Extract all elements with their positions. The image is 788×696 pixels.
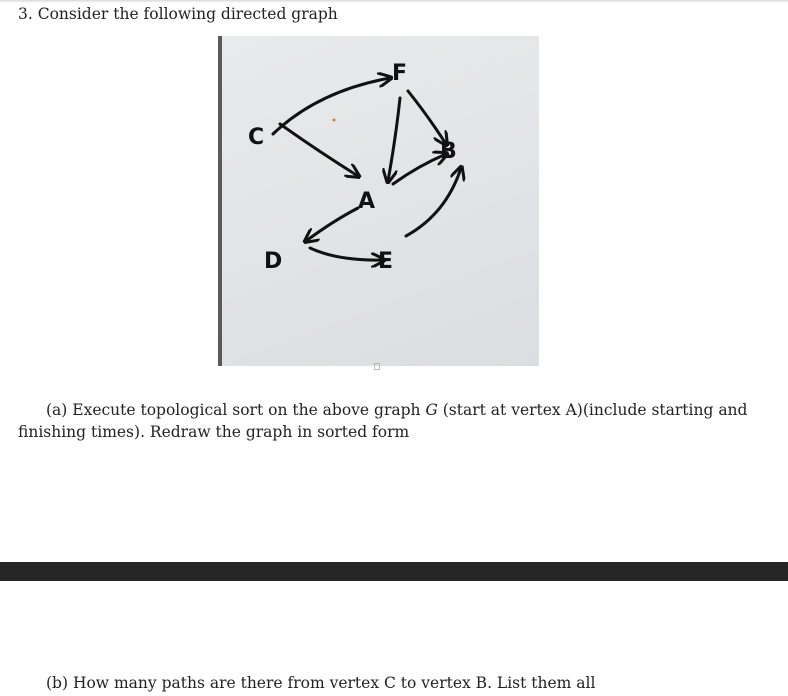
top-edge-shadow bbox=[0, 0, 788, 3]
question-heading: 3. Consider the following directed graph bbox=[18, 5, 338, 23]
part-a-text-before: (a) Execute topological sort on the above graph bbox=[46, 401, 426, 419]
edge-f-b bbox=[408, 91, 446, 144]
node-a: A bbox=[358, 189, 376, 214]
edge-e-b bbox=[406, 168, 461, 236]
photo-speck bbox=[333, 119, 336, 122]
graph-photo bbox=[218, 36, 539, 366]
edge-c-a bbox=[280, 124, 358, 176]
directed-graph-drawing bbox=[218, 36, 539, 366]
page-divider-bar bbox=[0, 562, 788, 581]
edge-a-b bbox=[393, 154, 446, 184]
node-c: C bbox=[248, 125, 265, 150]
part-a-variable: G bbox=[425, 401, 438, 419]
edge-d-e bbox=[310, 248, 383, 260]
edge-f-a bbox=[388, 98, 400, 181]
node-d: D bbox=[264, 249, 283, 274]
edge-c-f bbox=[273, 78, 390, 134]
part-a-text-after: (start at vertex A)(include starting and finishing times). Redraw the graph in sorted form bbox=[18, 401, 748, 441]
stray-mark bbox=[374, 363, 380, 370]
node-f: F bbox=[392, 61, 408, 86]
node-b: B bbox=[440, 139, 457, 164]
node-e: E bbox=[378, 249, 394, 274]
edge-a-d bbox=[306, 208, 358, 241]
part-b-question: (b) How many paths are there from vertex C to vertex B. List them all bbox=[46, 674, 596, 692]
part-a-question bbox=[18, 399, 758, 443]
